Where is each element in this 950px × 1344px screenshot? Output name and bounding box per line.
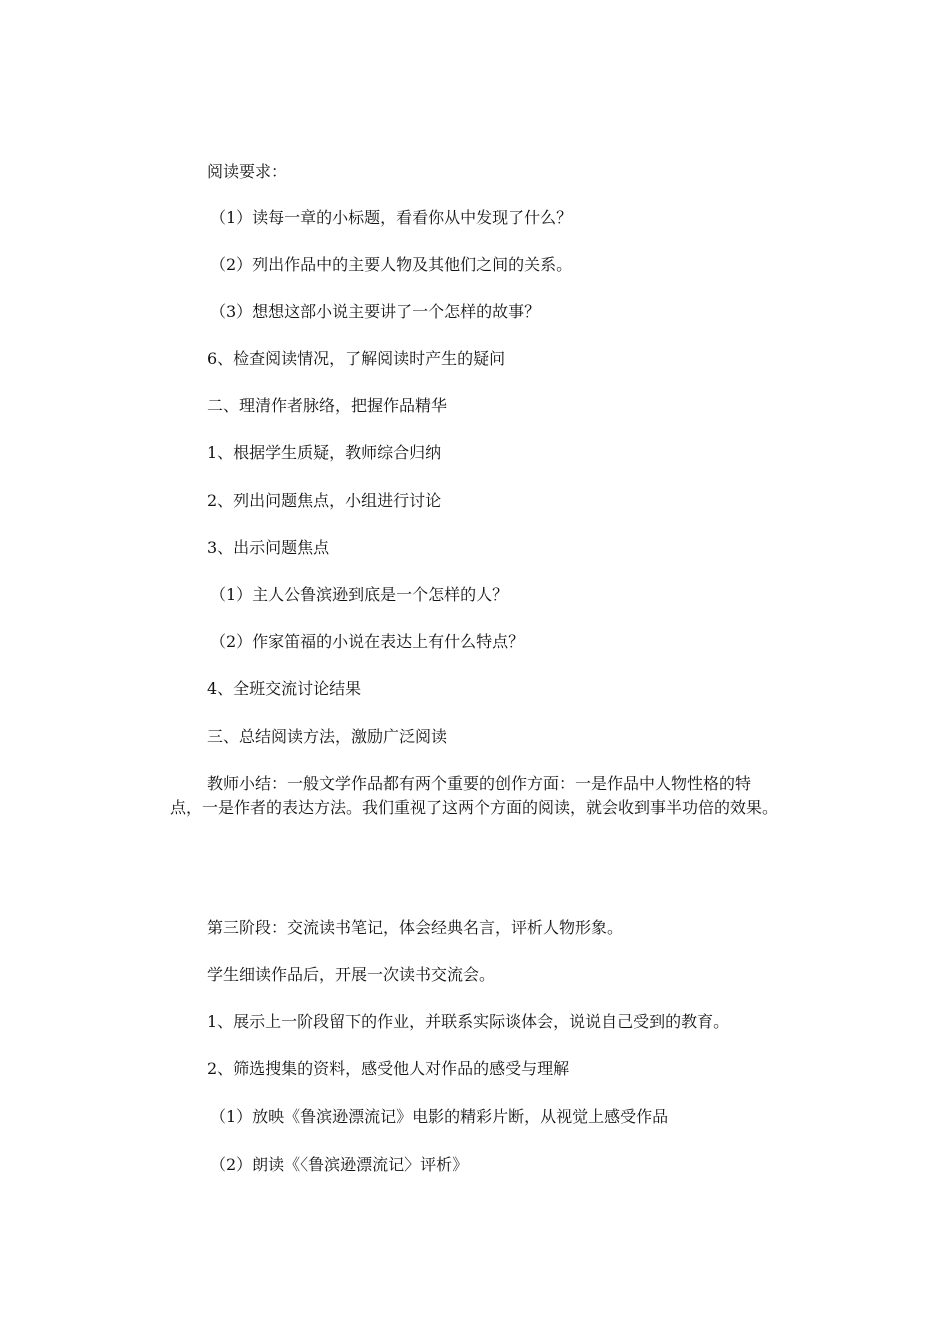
reading-requirements-heading: 阅读要求： [207, 162, 288, 181]
section-2-step-4: 4、全班交流讨论结果 [207, 679, 362, 698]
teacher-summary-paragraph: 教师小结：一般文学作品都有两个重要的创作方面：一是作品中人物性格的特点，一是作者的表达方法。我们重视了这两个方面的阅读，就会收到事半功倍的效果。 [170, 774, 779, 817]
section-2-step-2: 2、列出问题焦点，小组进行讨论 [207, 491, 442, 510]
stage-3-heading: 第三阶段：交流读书笔记，体会经典名言，评析人物形象。 [207, 918, 624, 937]
requirement-item-3: （3）想想这部小说主要讲了一个怎样的故事？ [210, 302, 541, 321]
stage-3-subitem-1: （1）放映《鲁滨逊漂流记》电影的精彩片断，从视觉上感受作品 [210, 1107, 669, 1126]
section-2-step-3: 3、出示问题焦点 [207, 538, 330, 557]
stage-3-step-1: 1、展示上一阶段留下的作业，并联系实际谈体会，说说自己受到的教育。 [207, 1012, 730, 1031]
requirement-item-1: （1）读每一章的小标题，看看你从中发现了什么？ [210, 208, 573, 227]
focus-question-1: （1）主人公鲁滨逊到底是一个怎样的人？ [210, 585, 509, 604]
requirement-item-2: （2）列出作品中的主要人物及其他们之间的关系。 [210, 255, 573, 274]
stage-3-subitem-2: （2）朗读《〈鲁滨逊漂流记〉评析》 [210, 1155, 469, 1174]
section-2-heading: 二、理清作者脉络，把握作品精华 [207, 396, 448, 415]
stage-3-step-2: 2、筛选搜集的资料，感受他人对作品的感受与理解 [207, 1059, 570, 1078]
step-6: 6、检查阅读情况，了解阅读时产生的疑问 [207, 349, 506, 368]
stage-3-intro: 学生细读作品后，开展一次读书交流会。 [207, 965, 496, 984]
section-3-heading: 三、总结阅读方法，激励广泛阅读 [207, 727, 448, 746]
section-2-step-1: 1、根据学生质疑，教师综合归纳 [207, 443, 442, 462]
focus-question-2: （2）作家笛福的小说在表达上有什么特点？ [210, 632, 525, 651]
